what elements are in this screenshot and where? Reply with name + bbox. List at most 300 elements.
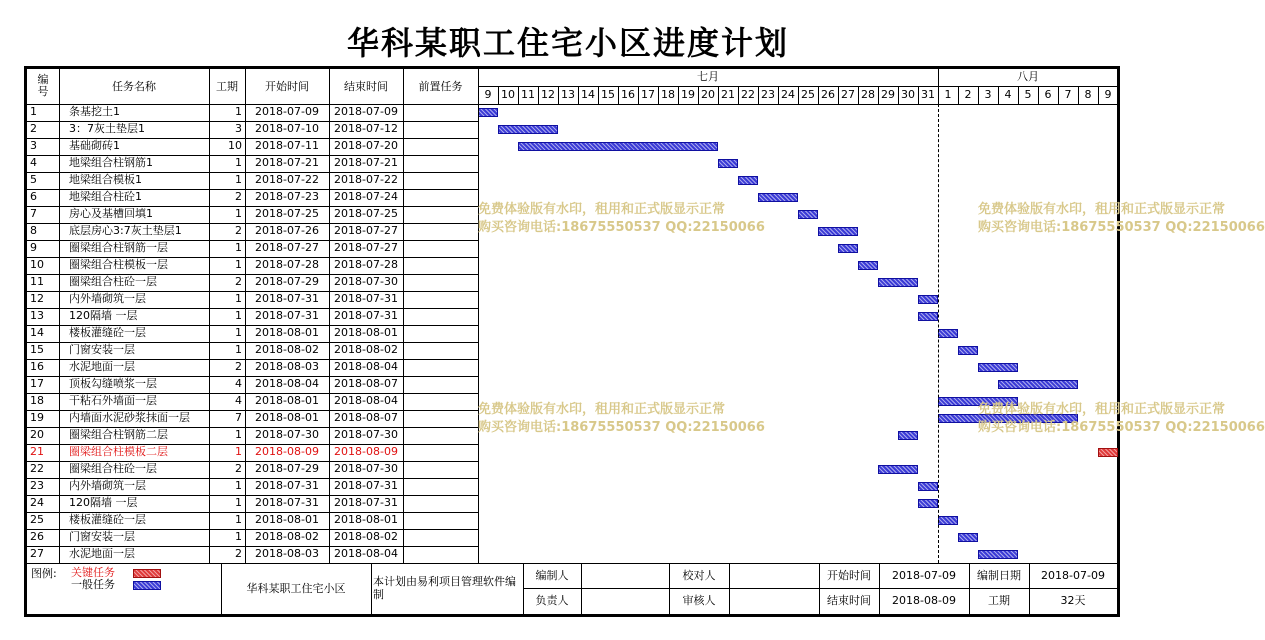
footer-date-label: 编制日期: [977, 569, 1021, 582]
task-start: 2018-08-04: [255, 377, 319, 390]
footer-end-label: 结束时间: [827, 594, 871, 607]
footer-reviewer-label: 审核人: [682, 594, 716, 607]
watermark-line2: 购买咨询电话:18675550537 QQ:22150066: [978, 220, 1265, 235]
task-duration: 1: [235, 530, 242, 543]
task-start: 2018-07-31: [255, 309, 319, 322]
task-name: 圈梁组合柱模板二层: [69, 445, 168, 458]
task-end: 2018-07-12: [334, 122, 398, 135]
task-end: 2018-07-24: [334, 190, 398, 203]
task-bar: [958, 533, 978, 542]
day-divider: [558, 86, 559, 104]
day-label: 6: [1044, 88, 1052, 101]
task-duration: 1: [235, 207, 242, 220]
footer-start-value: 2018-07-09: [892, 569, 956, 582]
task-start: 2018-07-26: [255, 224, 319, 237]
task-start: 2018-08-09: [255, 445, 319, 458]
task-start: 2018-07-11: [255, 139, 319, 152]
day-label: 30: [901, 88, 915, 101]
day-label: 9: [1104, 88, 1112, 101]
task-start: 2018-07-29: [255, 462, 319, 475]
day-label: 7: [1064, 88, 1072, 101]
day-divider: [898, 86, 899, 104]
task-end: 2018-08-04: [334, 547, 398, 560]
day-divider: [858, 86, 859, 104]
task-bar: [938, 516, 958, 525]
day-label: 22: [741, 88, 755, 101]
task-start: 2018-07-21: [255, 156, 319, 169]
footer-duration-value: 32天: [1060, 594, 1086, 607]
row-divider: [27, 325, 478, 326]
footer-reviewer-value: [729, 588, 819, 614]
task-bar: [938, 329, 958, 338]
day-label: 2: [964, 88, 972, 101]
task-start: 2018-07-23: [255, 190, 319, 203]
row-divider: [27, 274, 478, 275]
watermark-line1: 免费体验版有水印，租用和正式版显示正常: [478, 402, 726, 417]
day-divider: [658, 86, 659, 104]
header-start: 开始时间: [265, 80, 309, 93]
task-start: 2018-07-10: [255, 122, 319, 135]
task-end: 2018-07-31: [334, 496, 398, 509]
task-duration: 1: [235, 479, 242, 492]
task-bar: [998, 380, 1078, 389]
day-divider: [498, 86, 499, 104]
watermark-line2: 购买咨询电话:18675550537 QQ:22150066: [478, 220, 765, 235]
day-label: 11: [521, 88, 535, 101]
day-divider: [1078, 86, 1079, 104]
day-divider: [998, 86, 999, 104]
task-start: 2018-08-02: [255, 530, 319, 543]
task-start: 2018-08-01: [255, 326, 319, 339]
task-id: 22: [30, 462, 44, 475]
column-divider: [245, 69, 246, 563]
task-name: 水泥地面一层: [69, 360, 135, 373]
day-label: 21: [721, 88, 735, 101]
task-bar: [858, 261, 878, 270]
legend-critical-label: 关键任务: [71, 566, 115, 579]
task-name: 内墙面水泥砂浆抹面一层: [69, 411, 190, 424]
day-label: 19: [681, 88, 695, 101]
task-id: 20: [30, 428, 44, 441]
task-end: 2018-08-07: [334, 411, 398, 424]
day-label: 9: [484, 88, 492, 101]
row-divider: [27, 257, 478, 258]
task-duration: 10: [228, 139, 242, 152]
task-duration: 1: [235, 326, 242, 339]
task-bar: [738, 176, 758, 185]
footer-project: 华科某职工住宅小区: [246, 582, 346, 595]
task-name: 底层房心3:7灰土垫层1: [69, 224, 182, 237]
task-end: 2018-08-02: [334, 343, 398, 356]
task-bar: [798, 210, 818, 219]
task-name: 楼板灌缝砼一层: [69, 326, 146, 339]
task-start: 2018-08-03: [255, 547, 319, 560]
task-start: 2018-07-28: [255, 258, 319, 271]
task-id: 9: [30, 241, 37, 254]
task-id: 1: [30, 105, 37, 118]
footer-divider: [371, 563, 372, 614]
watermark: [978, 401, 1265, 437]
task-name: 门窗安装一层: [69, 343, 135, 356]
row-divider: [27, 342, 478, 343]
task-end: 2018-08-04: [334, 394, 398, 407]
task-name: 内外墙砌筑一层: [69, 479, 146, 492]
task-end: 2018-08-02: [334, 530, 398, 543]
row-divider: [27, 495, 478, 496]
row-divider: [27, 155, 478, 156]
row-divider: [27, 393, 478, 394]
day-label: 13: [561, 88, 575, 101]
watermark: [978, 201, 1265, 237]
header-pred: 前置任务: [418, 80, 463, 93]
task-end: 2018-07-28: [334, 258, 398, 271]
task-name: 圈梁组合柱钢筋二层: [69, 428, 168, 441]
day-divider: [738, 86, 739, 104]
column-divider: [329, 69, 330, 563]
task-duration: 2: [235, 275, 242, 288]
month-divider: [938, 69, 939, 86]
row-divider: [27, 427, 478, 428]
day-divider: [798, 86, 799, 104]
task-id: 7: [30, 207, 37, 220]
row-divider: [27, 240, 478, 241]
row-divider: [27, 461, 478, 462]
day-divider: [1058, 86, 1059, 104]
header-name: 任务名称: [112, 80, 156, 93]
task-duration: 1: [235, 258, 242, 271]
task-name: 地梁组合柱砼1: [69, 190, 142, 203]
task-id: 17: [30, 377, 44, 390]
task-duration: 1: [235, 309, 242, 322]
day-label: 23: [761, 88, 775, 101]
task-name: 圈梁组合柱砼一层: [69, 462, 157, 475]
task-end: 2018-07-09: [334, 105, 398, 118]
task-duration: 1: [235, 513, 242, 526]
task-id: 2: [30, 122, 37, 135]
day-label: 16: [621, 88, 635, 101]
task-duration: 1: [235, 445, 242, 458]
day-divider: [618, 86, 619, 104]
task-duration: 1: [235, 428, 242, 441]
day-label: 29: [881, 88, 895, 101]
task-name: 地梁组合模板1: [69, 173, 142, 186]
task-id: 13: [30, 309, 44, 322]
task-name: 圈梁组合柱钢筋一层: [69, 241, 168, 254]
task-duration: 1: [235, 105, 242, 118]
footer-owner-value: [581, 588, 669, 614]
day-label: 27: [841, 88, 855, 101]
page-title: 华科某职工住宅小区进度计划: [346, 24, 789, 62]
day-divider: [838, 86, 839, 104]
task-id: 26: [30, 530, 44, 543]
task-duration: 1: [235, 173, 242, 186]
day-divider: [518, 86, 519, 104]
day-label: 10: [501, 88, 515, 101]
task-duration: 1: [235, 292, 242, 305]
header-bottom-line: [27, 104, 1117, 105]
task-bar: [878, 465, 918, 474]
day-divider: [538, 86, 539, 104]
row-divider: [27, 138, 478, 139]
task-duration: 1: [235, 343, 242, 356]
header-duration: 工期: [216, 80, 238, 93]
task-bar: [918, 295, 938, 304]
day-divider: [638, 86, 639, 104]
row-divider: [27, 121, 478, 122]
task-start: 2018-07-22: [255, 173, 319, 186]
task-start: 2018-07-31: [255, 479, 319, 492]
task-end: 2018-08-09: [334, 445, 398, 458]
task-start: 2018-08-01: [255, 411, 319, 424]
task-start: 2018-07-30: [255, 428, 319, 441]
task-id: 3: [30, 139, 37, 152]
task-bar: [878, 278, 918, 287]
task-bar: [978, 550, 1018, 559]
row-divider: [27, 512, 478, 513]
task-start: 2018-08-02: [255, 343, 319, 356]
day-divider: [938, 86, 939, 104]
task-duration: 2: [235, 224, 242, 237]
task-id: 8: [30, 224, 37, 237]
task-name: 条基挖土1: [69, 105, 120, 118]
task-id: 15: [30, 343, 44, 356]
day-divider: [578, 86, 579, 104]
task-end: 2018-07-25: [334, 207, 398, 220]
task-id: 21: [30, 445, 44, 458]
legend-normal-swatch: [133, 581, 161, 590]
task-start: 2018-07-09: [255, 105, 319, 118]
task-id: 10: [30, 258, 44, 271]
row-divider: [27, 223, 478, 224]
footer-date-value: 2018-07-09: [1041, 569, 1105, 582]
gantt-frame: [24, 66, 1265, 617]
task-bar: [718, 159, 738, 168]
footer-start-label: 开始时间: [827, 569, 871, 582]
month-boundary-line: [938, 104, 939, 563]
task-duration: 2: [235, 462, 242, 475]
task-name: 顶板勾缝喷浆一层: [69, 377, 157, 390]
day-label: 20: [701, 88, 715, 101]
footer-checker-label: 校对人: [682, 569, 716, 582]
task-duration: 4: [235, 394, 242, 407]
day-divider: [818, 86, 819, 104]
day-divider: [1018, 86, 1019, 104]
watermark-line2: 购买咨询电话:18675550537 QQ:22150066: [478, 420, 765, 435]
day-divider: [1098, 86, 1099, 104]
watermark-line1: 免费体验版有水印，租用和正式版显示正常: [978, 402, 1226, 417]
footer-duration-label: 工期: [988, 594, 1010, 607]
row-divider: [27, 410, 478, 411]
task-start: 2018-07-31: [255, 292, 319, 305]
task-bar: [978, 363, 1018, 372]
task-id: 23: [30, 479, 44, 492]
row-divider: [27, 359, 478, 360]
legend-critical-swatch: [133, 569, 161, 578]
task-start: 2018-08-01: [255, 394, 319, 407]
footer-end-value: 2018-08-09: [892, 594, 956, 607]
task-id: 5: [30, 173, 37, 186]
row-divider: [27, 478, 478, 479]
day-label: 26: [821, 88, 835, 101]
task-duration: 7: [235, 411, 242, 424]
task-start: 2018-07-31: [255, 496, 319, 509]
day-divider: [758, 86, 759, 104]
column-divider: [478, 69, 479, 563]
day-label: 14: [581, 88, 595, 101]
task-id: 12: [30, 292, 44, 305]
row-divider: [27, 308, 478, 309]
task-bar: [918, 499, 938, 508]
task-duration: 1: [235, 496, 242, 509]
row-divider: [27, 444, 478, 445]
watermark-line2: 购买咨询电话:18675550537 QQ:22150066: [978, 420, 1265, 435]
day-divider: [678, 86, 679, 104]
task-duration: 2: [235, 190, 242, 203]
task-end: 2018-07-31: [334, 479, 398, 492]
task-duration: 3: [235, 122, 242, 135]
day-divider: [598, 86, 599, 104]
task-name: 120隔墙 一层: [69, 496, 138, 509]
day-label: 25: [801, 88, 815, 101]
task-name: 门窗安装一层: [69, 530, 135, 543]
task-bar: [518, 142, 718, 151]
row-divider: [27, 189, 478, 190]
footer-editor-value: [581, 563, 669, 588]
day-divider: [1038, 86, 1039, 104]
column-divider: [403, 69, 404, 563]
task-end: 2018-07-30: [334, 462, 398, 475]
task-start: 2018-08-01: [255, 513, 319, 526]
task-name: 地梁组合柱钢筋1: [69, 156, 153, 169]
task-id: 19: [30, 411, 44, 424]
day-label: 17: [641, 88, 655, 101]
month-july: 七月: [697, 70, 719, 83]
task-end: 2018-08-04: [334, 360, 398, 373]
task-end: 2018-07-21: [334, 156, 398, 169]
header-no: 编号: [37, 73, 49, 98]
task-id: 16: [30, 360, 44, 373]
task-name: 房心及基槽回填1: [69, 207, 153, 220]
task-end: 2018-07-30: [334, 428, 398, 441]
task-name: 干粘石外墙面一层: [69, 394, 157, 407]
task-bar: [898, 431, 918, 440]
task-duration: 4: [235, 377, 242, 390]
column-divider: [209, 69, 210, 563]
task-name: 内外墙砌筑一层: [69, 292, 146, 305]
task-name: 基础砌砖1: [69, 139, 120, 152]
header-end: 结束时间: [344, 80, 388, 93]
task-bar: [838, 244, 858, 253]
row-divider: [27, 546, 478, 547]
footer-editor-label: 编制人: [535, 569, 569, 582]
task-end: 2018-07-27: [334, 224, 398, 237]
day-divider: [778, 86, 779, 104]
row-divider: [27, 376, 478, 377]
task-start: 2018-07-29: [255, 275, 319, 288]
task-end: 2018-07-30: [334, 275, 398, 288]
day-divider: [918, 86, 919, 104]
task-start: 2018-07-27: [255, 241, 319, 254]
task-end: 2018-07-27: [334, 241, 398, 254]
task-bar: [478, 108, 498, 117]
day-divider: [698, 86, 699, 104]
task-name: 圈梁组合柱砼一层: [69, 275, 157, 288]
task-start: 2018-07-25: [255, 207, 319, 220]
task-name: 圈梁组合柱模板一层: [69, 258, 168, 271]
row-divider: [27, 529, 478, 530]
legend-normal-label: 一般任务: [71, 578, 115, 591]
task-bar: [918, 312, 938, 321]
task-end: 2018-08-01: [334, 513, 398, 526]
task-name: 3：7灰土垫层1: [69, 122, 145, 135]
task-id: 4: [30, 156, 37, 169]
task-name: 120隔墙 一层: [69, 309, 138, 322]
task-bar: [498, 125, 558, 134]
task-bar: [918, 482, 938, 491]
task-id: 27: [30, 547, 44, 560]
row-divider: [27, 172, 478, 173]
day-label: 4: [1004, 88, 1012, 101]
task-duration: 1: [235, 156, 242, 169]
footer-software-note: 本计划由易利项目管理软件编制: [373, 575, 516, 601]
day-label: 24: [781, 88, 795, 101]
task-duration: 2: [235, 360, 242, 373]
task-end: 2018-08-07: [334, 377, 398, 390]
task-bar: [818, 227, 858, 236]
task-id: 18: [30, 394, 44, 407]
day-label: 31: [921, 88, 935, 101]
day-divider: [718, 86, 719, 104]
task-start: 2018-08-03: [255, 360, 319, 373]
critical-task-bar: [1098, 448, 1118, 457]
task-id: 24: [30, 496, 44, 509]
day-divider: [878, 86, 879, 104]
day-label: 1: [944, 88, 952, 101]
month-august: 八月: [1017, 70, 1039, 83]
watermark: [478, 201, 765, 237]
watermark: [478, 401, 765, 437]
task-name: 楼板灌缝砼一层: [69, 513, 146, 526]
task-name: 水泥地面一层: [69, 547, 135, 560]
task-end: 2018-07-20: [334, 139, 398, 152]
task-id: 6: [30, 190, 37, 203]
watermark-line1: 免费体验版有水印，租用和正式版显示正常: [978, 202, 1226, 217]
task-duration: 1: [235, 241, 242, 254]
task-duration: 2: [235, 547, 242, 560]
task-id: 14: [30, 326, 44, 339]
task-bar: [958, 346, 978, 355]
day-label: 8: [1084, 88, 1092, 101]
day-label: 12: [541, 88, 555, 101]
day-label: 18: [661, 88, 675, 101]
legend-label: 图例:: [31, 567, 57, 580]
task-end: 2018-07-22: [334, 173, 398, 186]
row-divider: [27, 206, 478, 207]
day-label: 15: [601, 88, 615, 101]
footer-checker-value: [729, 563, 819, 588]
day-divider: [978, 86, 979, 104]
column-divider: [59, 69, 60, 563]
day-label: 3: [984, 88, 992, 101]
watermark-line1: 免费体验版有水印，租用和正式版显示正常: [478, 202, 726, 217]
task-end: 2018-07-31: [334, 309, 398, 322]
task-id: 25: [30, 513, 44, 526]
task-id: 11: [30, 275, 44, 288]
footer-owner-label: 负责人: [535, 594, 569, 607]
day-label: 5: [1024, 88, 1032, 101]
row-divider: [27, 291, 478, 292]
task-end: 2018-07-31: [334, 292, 398, 305]
